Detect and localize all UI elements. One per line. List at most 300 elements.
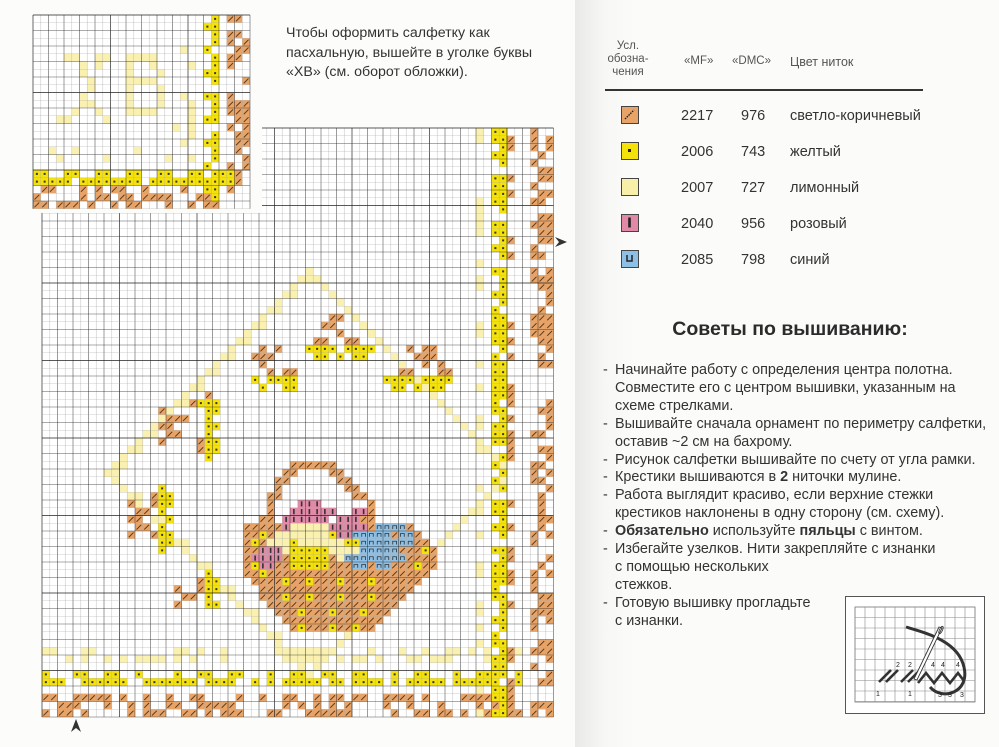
stitch-brown	[158, 423, 166, 431]
stitch-brown	[235, 100, 243, 108]
stitch-lemon	[306, 647, 314, 655]
stitch-brown	[368, 516, 376, 524]
stitch-yellow	[205, 585, 213, 593]
stitch-brown	[383, 570, 391, 578]
stitch-blue	[375, 562, 383, 570]
stitch-brown	[290, 368, 298, 376]
stitch-lemon	[476, 709, 484, 717]
stitch-brown	[546, 399, 554, 407]
stitch-blue	[344, 554, 352, 562]
stitch-yellow	[118, 178, 126, 186]
stitch-brown	[174, 430, 182, 438]
stitch-brown	[414, 539, 422, 547]
stitch-yellow	[492, 322, 500, 330]
stitch-blue	[368, 554, 376, 562]
stitch-yellow	[499, 361, 507, 369]
stitch-brown	[344, 477, 352, 485]
stitch-yellow	[492, 632, 500, 640]
stitch-brown	[242, 124, 250, 132]
stitch-lemon	[81, 655, 89, 663]
stitch-brown	[546, 423, 554, 431]
stitch-brown	[329, 562, 337, 570]
stitch-brown	[236, 694, 244, 702]
stitch-brown	[391, 578, 399, 586]
stitch-yellow	[33, 170, 41, 178]
stitch-yellow	[499, 694, 507, 702]
stitch-yellow	[204, 46, 212, 54]
stitch-brown	[337, 562, 345, 570]
stitch-brown	[368, 523, 376, 531]
stitch-lemon	[188, 62, 196, 70]
stitch-brown	[227, 124, 235, 132]
stitch-yellow	[306, 593, 314, 601]
stitch-yellow	[251, 376, 259, 384]
stitch-brown	[538, 330, 546, 338]
stitch-brown	[507, 686, 515, 694]
stitch-yellow	[492, 523, 500, 531]
stitch-lemon	[313, 523, 321, 531]
stitch-yellow	[306, 554, 314, 562]
stitch-brown	[383, 585, 391, 593]
stitch-yellow	[430, 384, 438, 392]
stitch-yellow	[492, 461, 500, 469]
stitch-yellow	[259, 384, 267, 392]
stitch-lemon	[484, 446, 492, 454]
stitch-yellow	[205, 407, 213, 415]
stitch-lemon	[298, 647, 306, 655]
stitch-brown	[242, 38, 250, 46]
stitch-yellow	[188, 178, 196, 186]
stitch-lemon	[476, 570, 484, 578]
stitch-brown	[375, 601, 383, 609]
stitch-lemon	[188, 131, 196, 139]
stitch-brown	[290, 609, 298, 617]
stitch-brown	[507, 430, 515, 438]
stitch-brown	[538, 477, 546, 485]
stitch-lemon	[313, 539, 321, 547]
stitch-lemon	[157, 85, 165, 93]
stitch-lemon	[135, 655, 143, 663]
stitch-lemon	[468, 430, 476, 438]
stitch-lemon	[65, 655, 73, 663]
stitch-brown	[313, 601, 321, 609]
stitch-brown	[352, 593, 360, 601]
stitch-brown	[313, 702, 321, 710]
stitch-yellow	[298, 547, 306, 555]
stitch-pink	[321, 508, 329, 516]
stitch-brown	[267, 531, 275, 539]
stitch-brown	[352, 485, 360, 493]
stitch-lemon	[112, 477, 120, 485]
stitch-blue	[399, 531, 407, 539]
stitch-brown	[267, 353, 275, 361]
stitch-brown	[282, 609, 290, 617]
stitch-pink	[344, 531, 352, 539]
stitch-brown	[306, 585, 314, 593]
stitch-blue	[406, 531, 414, 539]
stitch-yellow	[414, 678, 422, 686]
stitch-lemon	[290, 655, 298, 663]
color-name: светло-коричневый	[790, 108, 921, 124]
stitch-yellow	[492, 306, 500, 314]
stitch-lemon	[134, 147, 142, 155]
stitch-lemon	[236, 337, 244, 345]
stitch-brown	[204, 193, 212, 201]
stitch-lemon	[259, 322, 267, 330]
stitch-yellow	[492, 136, 500, 144]
stitch-brown	[72, 201, 80, 209]
stitch-yellow	[499, 609, 507, 617]
stitch-yellow	[112, 678, 120, 686]
stitch-brown	[96, 694, 104, 702]
stitch-brown	[306, 616, 314, 624]
stitch-brown	[538, 562, 546, 570]
stitch-lemon	[81, 647, 89, 655]
stitch-brown	[360, 585, 368, 593]
stitch-lemon	[259, 624, 267, 632]
stitch-brown	[267, 368, 275, 376]
stitch-pink	[344, 516, 352, 524]
stitch-order-label: 3	[960, 692, 964, 699]
stitch-brown	[492, 702, 500, 710]
stitch-brown	[538, 213, 546, 221]
stitch-yellow	[298, 554, 306, 562]
stitch-brown	[165, 201, 173, 209]
stitch-brown	[344, 624, 352, 632]
stitch-yellow	[135, 671, 143, 679]
stitch-brown	[546, 291, 554, 299]
stitch-brown	[430, 547, 438, 555]
stitch-brown	[507, 709, 515, 717]
stitch-yellow	[204, 162, 212, 170]
stitch-lemon	[188, 155, 196, 163]
stitch-brown	[507, 578, 515, 586]
stitch-brown	[220, 709, 228, 717]
stitch-pink	[275, 554, 283, 562]
stitch-brown	[282, 702, 290, 710]
stitch-brown	[538, 492, 546, 500]
stitch-brown	[538, 283, 546, 291]
stitch-yellow	[499, 671, 507, 679]
stitch-brown	[166, 430, 174, 438]
stitch-brown	[507, 601, 515, 609]
stitch-brown	[80, 193, 88, 201]
stitch-yellow	[499, 376, 507, 384]
stitch-brown	[298, 578, 306, 586]
tips-title: Советы по вышиванию:	[672, 318, 908, 340]
stitch-yellow	[352, 353, 360, 361]
stitch-brown	[188, 201, 196, 209]
stitch-lemon	[267, 632, 275, 640]
stitch-pink	[259, 547, 267, 555]
stitch-yellow	[492, 221, 500, 229]
stitch-yellow	[499, 562, 507, 570]
stitch-yellow	[205, 454, 213, 462]
stitch-brown	[530, 461, 538, 469]
stitch-pink	[267, 547, 275, 555]
stitch-yellow	[499, 423, 507, 431]
stitch-brown	[118, 193, 126, 201]
stitch-brown	[399, 694, 407, 702]
stitch-brown	[321, 624, 329, 632]
stitch-brown	[205, 392, 213, 400]
stitch-brown	[538, 702, 546, 710]
stitch-yellow	[220, 678, 228, 686]
stitch-brown	[546, 454, 554, 462]
stitch-yellow	[306, 578, 314, 586]
stitch-lemon	[298, 523, 306, 531]
stitch-brown	[244, 570, 252, 578]
stitch-lemon	[499, 461, 507, 469]
stitch-brown	[306, 709, 314, 717]
stitch-lemon	[236, 601, 244, 609]
stitch-lemon	[414, 655, 422, 663]
stitch-brown	[530, 570, 538, 578]
mf-code: 2085	[681, 252, 714, 268]
stitch-yellow	[290, 554, 298, 562]
stitch-lemon	[476, 283, 484, 291]
stitch-order-label: 2	[908, 662, 912, 669]
stitch-lemon	[157, 100, 165, 108]
stitch-lemon	[182, 399, 190, 407]
stitch-brown	[56, 201, 64, 209]
stitch-brown	[530, 136, 538, 144]
stitch-yellow	[188, 170, 196, 178]
stitch-brown	[530, 469, 538, 477]
stitch-brown	[120, 694, 128, 702]
stitch-brown	[143, 709, 151, 717]
stitch-lemon	[157, 69, 165, 77]
stitch-brown	[375, 578, 383, 586]
stitch-lemon	[461, 516, 469, 524]
stitch-brown	[546, 647, 554, 655]
stitch-lemon	[337, 655, 345, 663]
stitch-lemon	[360, 655, 368, 663]
stitch-brown	[103, 193, 111, 201]
stitch-yellow	[499, 136, 507, 144]
stitch-lemon	[329, 291, 337, 299]
stitch-blue	[368, 539, 376, 547]
stitch-yellow	[399, 376, 407, 384]
stitch-brown	[290, 616, 298, 624]
stitch-brown	[104, 694, 112, 702]
stitch-lemon	[476, 384, 484, 392]
stitch-brown	[530, 531, 538, 539]
stitch-yellow	[499, 206, 507, 214]
stitch-brown	[507, 454, 515, 462]
stitch-yellow	[205, 423, 213, 431]
stitch-yellow	[368, 678, 376, 686]
stitch-lemon	[321, 531, 329, 539]
stitch-lemon	[143, 430, 151, 438]
stitch-blue	[375, 539, 383, 547]
stitch-yellow	[189, 678, 197, 686]
stitch-lemon	[213, 361, 221, 369]
stitch-brown	[538, 640, 546, 648]
stitch-lemon	[306, 655, 314, 663]
stitch-lemon	[126, 93, 134, 101]
stitch-lemon	[337, 539, 345, 547]
color-name: лимонный	[790, 180, 860, 196]
stitch-brown	[244, 554, 252, 562]
stitch-brown	[259, 523, 267, 531]
stitch-yellow	[321, 671, 329, 679]
stitch-lemon	[49, 147, 57, 155]
stitch-lemon	[476, 330, 484, 338]
stitch-lemon	[149, 54, 157, 62]
stitch-blue	[368, 531, 376, 539]
stitch-brown	[235, 108, 243, 116]
stitch-brown	[244, 547, 252, 555]
stitch-brown	[538, 678, 546, 686]
stitch-lemon	[142, 54, 150, 62]
stitch-lemon	[50, 647, 58, 655]
stitch-brown	[290, 461, 298, 469]
stitch-lemon	[157, 93, 165, 101]
stitch-brown	[507, 175, 515, 183]
stitch-brown	[259, 539, 267, 547]
stitch-yellow	[219, 170, 227, 178]
stitch-yellow	[492, 686, 500, 694]
stitch-yellow	[49, 178, 57, 186]
stitch-yellow	[515, 678, 523, 686]
stitch-yellow	[211, 38, 219, 46]
stitch-yellow	[422, 547, 430, 555]
stitch-brown	[298, 585, 306, 593]
stitch-brown	[329, 593, 337, 601]
stitch-yellow	[211, 77, 219, 85]
stitch-yellow	[499, 647, 507, 655]
stitch-lemon	[267, 539, 275, 547]
stitch-yellow	[499, 175, 507, 183]
stitch-brown	[204, 201, 212, 209]
stitch-yellow	[72, 170, 80, 178]
stitch-lemon	[197, 562, 205, 570]
stitch-brown	[306, 461, 314, 469]
stitch-brown	[530, 144, 538, 152]
stitch-lemon	[275, 539, 283, 547]
stitch-yellow	[290, 547, 298, 555]
stitch-yellow	[321, 554, 329, 562]
stitch-yellow	[368, 593, 376, 601]
stitch-yellow	[41, 178, 49, 186]
stitch-blue	[360, 539, 368, 547]
stitch-brown	[414, 531, 422, 539]
stitch-brown	[368, 570, 376, 578]
stitch-brown	[530, 322, 538, 330]
stitch-lemon	[151, 423, 159, 431]
stitch-yellow	[391, 671, 399, 679]
stitch-lemon	[259, 314, 267, 322]
stitch-yellow	[282, 678, 290, 686]
stitch-brown	[242, 131, 250, 139]
stitch-brown	[228, 709, 236, 717]
stitch-yellow	[492, 678, 500, 686]
stitch-yellow	[344, 345, 352, 353]
stitch-yellow	[492, 268, 500, 276]
stitch-brown	[360, 624, 368, 632]
stitch-yellow	[499, 322, 507, 330]
stitch-brown	[282, 368, 290, 376]
stitch-brown	[306, 624, 314, 632]
stitch-yellow	[204, 139, 212, 147]
stitch-brown	[406, 562, 414, 570]
stitch-yellow	[290, 376, 298, 384]
stitch-brown	[368, 601, 376, 609]
stitch-brown	[58, 709, 66, 717]
stitch-lemon	[174, 655, 182, 663]
stitch-lemon	[180, 46, 188, 54]
stitch-brown	[546, 671, 554, 679]
stitch-yellow	[492, 229, 500, 237]
legend-row	[600, 180, 930, 200]
stitch-brown	[251, 547, 259, 555]
stitch-brown	[546, 361, 554, 369]
dmc-code: 976	[741, 108, 766, 124]
stitch-brown	[375, 609, 383, 617]
stitch-brown	[158, 407, 166, 415]
stitch-yellow	[213, 446, 221, 454]
stitch-brown	[530, 314, 538, 322]
stitch-lemon	[461, 423, 469, 431]
stitch-lemon	[337, 299, 345, 307]
stitch-yellow	[298, 671, 306, 679]
stitch-brown	[484, 694, 492, 702]
stitch-yellow	[360, 345, 368, 353]
stitch-brown	[290, 593, 298, 601]
stitch-brown	[111, 201, 119, 209]
stitch-yellow	[166, 492, 174, 500]
stitch-brown	[399, 570, 407, 578]
stitch-yellow	[492, 175, 500, 183]
stitch-brown	[538, 190, 546, 198]
stitch-brown	[337, 570, 345, 578]
stitch-yellow	[360, 678, 368, 686]
stitch-yellow	[360, 353, 368, 361]
stitch-yellow	[499, 252, 507, 260]
stitch-brown	[235, 170, 243, 178]
stitch-lemon	[213, 368, 221, 376]
stitch-lemon	[476, 531, 484, 539]
stitch-lemon	[174, 647, 182, 655]
stitch-yellow	[213, 678, 221, 686]
stitch-brown	[298, 570, 306, 578]
stitch-yellow	[492, 593, 500, 601]
stitch-brown	[337, 694, 345, 702]
stitch-brown	[321, 609, 329, 617]
stitch-lemon	[337, 547, 345, 555]
stitch-yellow	[151, 678, 159, 686]
stitch-brown	[507, 438, 515, 446]
stitch-lemon	[180, 93, 188, 101]
stitch-yellow	[492, 182, 500, 190]
stitch-brown	[360, 492, 368, 500]
stitch-brown	[507, 392, 515, 400]
stitch-lemon	[251, 322, 259, 330]
stitch-lemon	[445, 647, 453, 655]
stitch-brown	[166, 702, 174, 710]
stitch-brown	[352, 694, 360, 702]
stitch-lemon	[275, 640, 283, 648]
stitch-lemon	[112, 461, 120, 469]
stitch-brown	[313, 570, 321, 578]
stitch-lemon	[275, 306, 283, 314]
stitch-yellow	[321, 345, 329, 353]
tip-item: - Начинайте работу с определения центра полотна. Совместите его с центром вышивки, указанным на схеме стрелками.	[603, 362, 956, 414]
stitch-brown	[546, 213, 554, 221]
stitch-yellow	[103, 178, 111, 186]
stitch-brown	[337, 601, 345, 609]
